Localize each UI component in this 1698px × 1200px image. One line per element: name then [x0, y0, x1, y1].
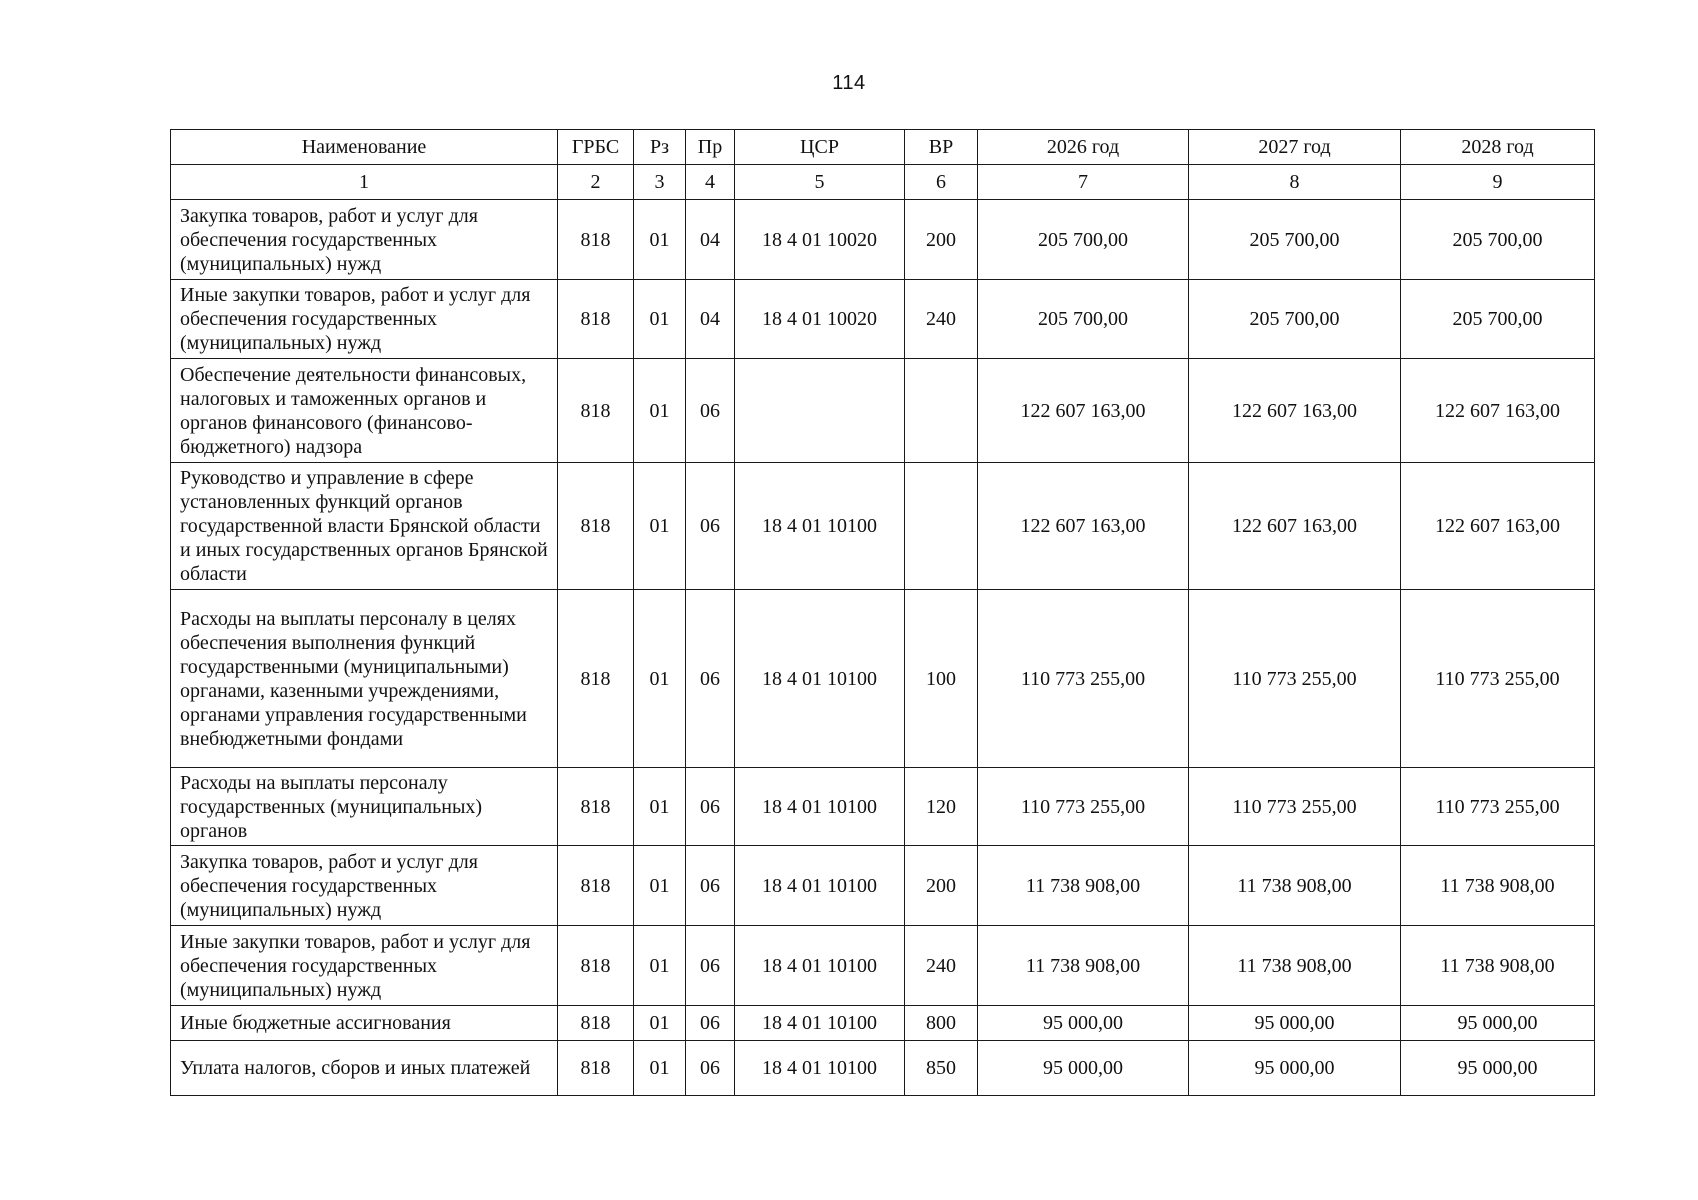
cell-pr: 06 [686, 846, 735, 926]
cell-2027: 11 738 908,00 [1189, 846, 1401, 926]
column-header-2027: 2027 год [1189, 130, 1401, 165]
cell-2027: 122 607 163,00 [1189, 359, 1401, 463]
cell-2027: 122 607 163,00 [1189, 463, 1401, 590]
cell-name: Иные закупки товаров, работ и услуг для обеспечения государственных (муниципальных) нужд [171, 280, 558, 359]
column-header-pr: Пр [686, 130, 735, 165]
cell-grbs: 818 [558, 359, 634, 463]
cell-2027: 110 773 255,00 [1189, 768, 1401, 846]
column-header-csr: ЦСР [735, 130, 905, 165]
page-number: 114 [832, 72, 866, 94]
cell-2026: 122 607 163,00 [978, 463, 1189, 590]
cell-pr: 06 [686, 463, 735, 590]
cell-pr: 06 [686, 590, 735, 768]
cell-vr: 100 [905, 590, 978, 768]
column-number: 2 [558, 165, 634, 200]
column-header-name: Наименование [171, 130, 558, 165]
cell-name: Иные бюджетные ассигнования [171, 1006, 558, 1041]
cell-rz: 01 [634, 926, 686, 1006]
cell-2026: 110 773 255,00 [978, 590, 1189, 768]
cell-grbs: 818 [558, 590, 634, 768]
cell-2027: 95 000,00 [1189, 1006, 1401, 1041]
column-header-grbs: ГРБС [558, 130, 634, 165]
cell-pr: 06 [686, 1041, 735, 1096]
cell-pr: 06 [686, 926, 735, 1006]
cell-csr: 18 4 01 10100 [735, 768, 905, 846]
cell-2026: 11 738 908,00 [978, 926, 1189, 1006]
cell-2028: 205 700,00 [1401, 280, 1595, 359]
cell-name: Расходы на выплаты персоналу государственных (муниципальных) органов [171, 768, 558, 846]
cell-name: Закупка товаров, работ и услуг для обеспечения государственных (муниципальных) нужд [171, 200, 558, 280]
table-row [171, 846, 1595, 926]
cell-name: Закупка товаров, работ и услуг для обеспечения государственных (муниципальных) нужд [171, 846, 558, 926]
column-number: 6 [905, 165, 978, 200]
cell-csr: 18 4 01 10100 [735, 1006, 905, 1041]
table-row [171, 200, 1595, 280]
table-row [171, 359, 1595, 463]
cell-2027: 205 700,00 [1189, 200, 1401, 280]
cell-2026: 110 773 255,00 [978, 768, 1189, 846]
table-header-row [171, 130, 1595, 165]
budget-table [170, 129, 1595, 1096]
cell-grbs: 818 [558, 463, 634, 590]
table-row [171, 280, 1595, 359]
table-row [171, 1006, 1595, 1041]
cell-2026: 205 700,00 [978, 200, 1189, 280]
cell-vr: 240 [905, 926, 978, 1006]
cell-rz: 01 [634, 463, 686, 590]
column-number-row [171, 165, 1595, 200]
cell-csr: 18 4 01 10100 [735, 846, 905, 926]
cell-2026: 95 000,00 [978, 1006, 1189, 1041]
cell-rz: 01 [634, 1006, 686, 1041]
column-number: 8 [1189, 165, 1401, 200]
table-row [171, 1041, 1595, 1096]
cell-name: Иные закупки товаров, работ и услуг для обеспечения государственных (муниципальных) нужд [171, 926, 558, 1006]
cell-2026: 95 000,00 [978, 1041, 1189, 1096]
cell-2028: 95 000,00 [1401, 1041, 1595, 1096]
table-row [171, 768, 1595, 846]
table-row [171, 463, 1595, 590]
column-number: 3 [634, 165, 686, 200]
cell-pr: 04 [686, 280, 735, 359]
cell-vr [905, 463, 978, 590]
cell-2028: 122 607 163,00 [1401, 359, 1595, 463]
column-number: 7 [978, 165, 1189, 200]
cell-2028: 205 700,00 [1401, 200, 1595, 280]
cell-vr: 120 [905, 768, 978, 846]
column-header-2026: 2026 год [978, 130, 1189, 165]
cell-2026: 122 607 163,00 [978, 359, 1189, 463]
column-number: 5 [735, 165, 905, 200]
cell-pr: 06 [686, 359, 735, 463]
cell-grbs: 818 [558, 200, 634, 280]
cell-2028: 95 000,00 [1401, 1006, 1595, 1041]
column-header-rz: Рз [634, 130, 686, 165]
column-header-vr: ВР [905, 130, 978, 165]
cell-csr: 18 4 01 10020 [735, 200, 905, 280]
column-header-2028: 2028 год [1401, 130, 1595, 165]
column-number: 4 [686, 165, 735, 200]
cell-grbs: 818 [558, 1041, 634, 1096]
cell-2028: 110 773 255,00 [1401, 590, 1595, 768]
cell-2027: 110 773 255,00 [1189, 590, 1401, 768]
cell-vr: 800 [905, 1006, 978, 1041]
cell-2027: 11 738 908,00 [1189, 926, 1401, 1006]
cell-csr: 18 4 01 10100 [735, 463, 905, 590]
cell-csr: 18 4 01 10020 [735, 280, 905, 359]
cell-2026: 205 700,00 [978, 280, 1189, 359]
cell-name: Уплата налогов, сборов и иных платежей [171, 1041, 558, 1096]
cell-vr [905, 359, 978, 463]
cell-pr: 06 [686, 1006, 735, 1041]
cell-2026: 11 738 908,00 [978, 846, 1189, 926]
cell-csr: 18 4 01 10100 [735, 1041, 905, 1096]
column-number: 1 [171, 165, 558, 200]
cell-grbs: 818 [558, 1006, 634, 1041]
cell-grbs: 818 [558, 846, 634, 926]
cell-csr: 18 4 01 10100 [735, 926, 905, 1006]
cell-name: Расходы на выплаты персоналу в целях обеспечения выполнения функций государственными (муниципальными) органами, казенными учреждениями, органами управления государственными внебюджетными фондами [171, 590, 558, 768]
cell-csr [735, 359, 905, 463]
cell-name: Обеспечение деятельности финансовых, налоговых и таможенных органов и органов финансового (финансово-бюджетного) надзора [171, 359, 558, 463]
cell-grbs: 818 [558, 926, 634, 1006]
cell-2027: 205 700,00 [1189, 280, 1401, 359]
cell-vr: 200 [905, 846, 978, 926]
cell-rz: 01 [634, 359, 686, 463]
cell-2027: 95 000,00 [1189, 1041, 1401, 1096]
cell-vr: 200 [905, 200, 978, 280]
cell-rz: 01 [634, 200, 686, 280]
table-row [171, 590, 1595, 768]
cell-pr: 04 [686, 200, 735, 280]
cell-rz: 01 [634, 590, 686, 768]
cell-vr: 240 [905, 280, 978, 359]
cell-2028: 122 607 163,00 [1401, 463, 1595, 590]
cell-grbs: 818 [558, 280, 634, 359]
column-number: 9 [1401, 165, 1595, 200]
cell-rz: 01 [634, 846, 686, 926]
cell-rz: 01 [634, 1041, 686, 1096]
cell-name: Руководство и управление в сфере установленных функций органов государственной власти Брянской области и иных государственных органов Брянской области [171, 463, 558, 590]
cell-2028: 11 738 908,00 [1401, 846, 1595, 926]
cell-rz: 01 [634, 768, 686, 846]
cell-grbs: 818 [558, 768, 634, 846]
cell-2028: 110 773 255,00 [1401, 768, 1595, 846]
cell-pr: 06 [686, 768, 735, 846]
table-row [171, 926, 1595, 1006]
cell-rz: 01 [634, 280, 686, 359]
cell-csr: 18 4 01 10100 [735, 590, 905, 768]
cell-vr: 850 [905, 1041, 978, 1096]
cell-2028: 11 738 908,00 [1401, 926, 1595, 1006]
